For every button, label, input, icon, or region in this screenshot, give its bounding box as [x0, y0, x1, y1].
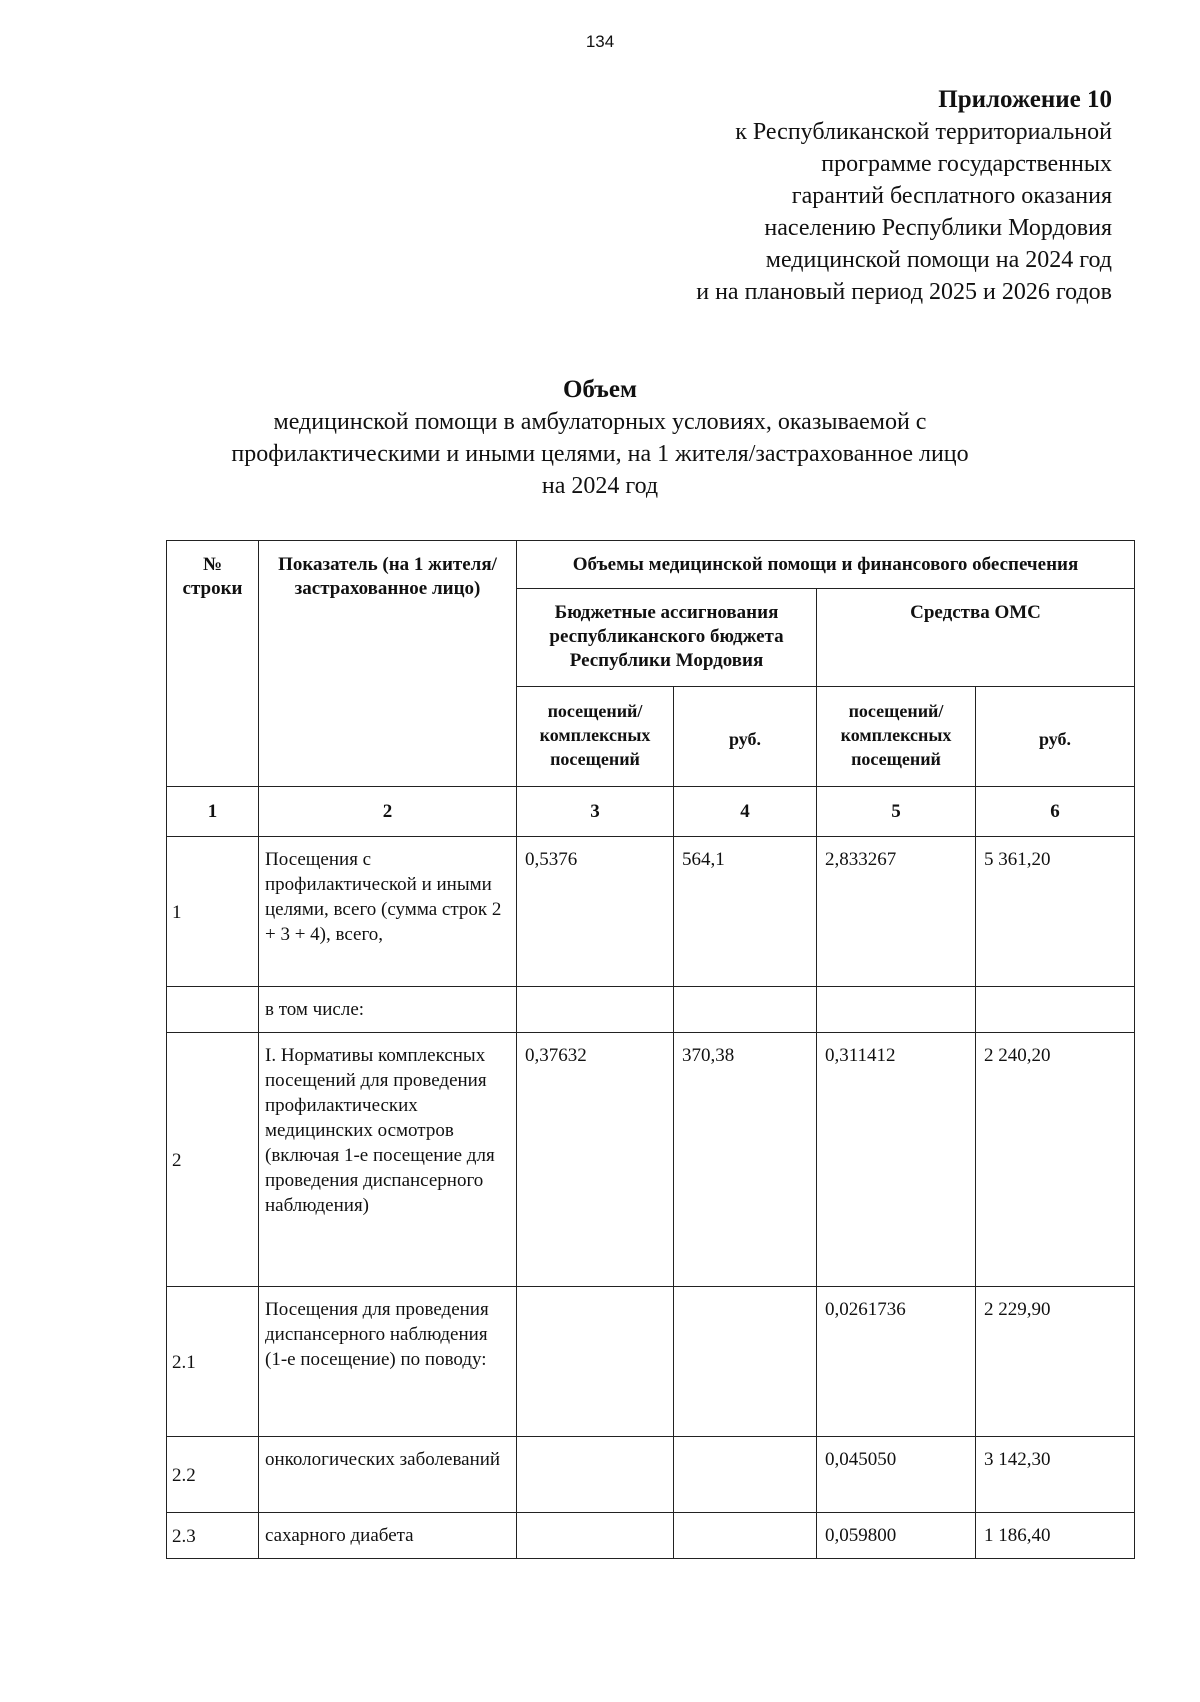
row-indicator: в том числе: — [259, 987, 517, 1033]
appendix-line: гарантий бесплатного оказания — [791, 183, 1112, 209]
appendix-line: и на плановый период 2025 и 2026 годов — [696, 279, 1112, 305]
appendix-line: к Республиканской территориальной — [735, 119, 1112, 145]
table-row — [167, 1437, 1135, 1513]
budget-rub-value: 564,1 — [674, 837, 817, 987]
row-indicator: Посещения для проведения диспансерного наблюдения (1-е посещение) по поводу: — [259, 1287, 517, 1437]
row-indicator: сахарного диабета — [259, 1513, 517, 1559]
row-number: 2.3 — [167, 1513, 259, 1559]
table-row — [167, 987, 1135, 1033]
oms-visits-value: 0,045050 — [817, 1437, 976, 1513]
header-volumes: Объемы медицинской помощи и финансового обеспечения — [517, 541, 1135, 589]
table-row — [167, 1513, 1135, 1559]
oms-rub-value: 2 229,90 — [976, 1287, 1135, 1437]
column-number-row — [167, 787, 1135, 837]
row-indicator: I. Нормативы комплексных посещений для проведения профилактических медицинских осмотров (включая 1-е посещение для проведения диспансерного наблюдения) — [259, 1033, 517, 1287]
oms-visits-value: 0,311412 — [817, 1033, 976, 1287]
row-number: 2.1 — [167, 1287, 259, 1437]
oms-rub-value — [976, 987, 1135, 1033]
budget-visits-value — [517, 1513, 674, 1559]
header-budget-rub: руб. — [674, 687, 817, 787]
header-budget-visits: посещений/ комплексных посещений — [517, 687, 674, 787]
appendix-line: медицинской помощи на 2024 год — [765, 247, 1112, 273]
oms-visits-value: 0,059800 — [817, 1513, 976, 1559]
column-number: 1 — [167, 787, 259, 837]
budget-rub-value — [674, 1437, 817, 1513]
header-row-number: № строки — [167, 541, 259, 787]
row-number: 2.2 — [167, 1437, 259, 1513]
document-heading — [150, 374, 1050, 502]
row-number: 2 — [167, 1033, 259, 1287]
document-title: Объем — [562, 376, 638, 403]
header-oms: Средства ОМС — [817, 589, 1135, 687]
appendix-title: Приложение 10 — [938, 86, 1112, 113]
budget-rub-value — [674, 1287, 817, 1437]
appendix-line: программе государственных — [821, 151, 1112, 177]
appendix-line: населению Республики Мордовия — [764, 215, 1112, 241]
row-number: 1 — [167, 837, 259, 987]
column-number: 3 — [517, 787, 674, 837]
budget-rub-value: 370,38 — [674, 1033, 817, 1287]
budget-visits-value — [517, 987, 674, 1033]
oms-visits-value — [817, 987, 976, 1033]
budget-visits-value: 0,5376 — [517, 837, 674, 987]
column-number: 4 — [674, 787, 817, 837]
budget-visits-value: 0,37632 — [517, 1033, 674, 1287]
budget-visits-value — [517, 1287, 674, 1437]
table-row — [167, 1033, 1135, 1287]
oms-rub-value: 3 142,30 — [976, 1437, 1135, 1513]
budget-rub-value — [674, 1513, 817, 1559]
oms-rub-value: 5 361,20 — [976, 837, 1135, 987]
column-number: 5 — [817, 787, 976, 837]
row-indicator: Посещения с профилактической и иными целями, всего (сумма строк 2 + 3 + 4), всего, — [259, 837, 517, 987]
header-oms-rub: руб. — [976, 687, 1135, 787]
budget-rub-value — [674, 987, 817, 1033]
oms-rub-value: 1 186,40 — [976, 1513, 1135, 1559]
oms-visits-value: 0,0261736 — [817, 1287, 976, 1437]
heading-line: профилактическими и иными целями, на 1 жителя/застрахованное лицо — [231, 441, 969, 467]
volume-table — [166, 540, 1135, 1559]
row-number — [167, 987, 259, 1033]
column-number: 6 — [976, 787, 1135, 837]
row-indicator: онкологических заболеваний — [259, 1437, 517, 1513]
heading-line: медицинской помощи в амбулаторных условиях, оказываемой с — [273, 409, 927, 435]
column-number: 2 — [259, 787, 517, 837]
header-oms-visits: посещений/ комплексных посещений — [817, 687, 976, 787]
oms-visits-value: 2,833267 — [817, 837, 976, 987]
page-number: 134 — [585, 32, 615, 51]
heading-line: на 2024 год — [541, 473, 659, 499]
oms-rub-value: 2 240,20 — [976, 1033, 1135, 1287]
budget-visits-value — [517, 1437, 674, 1513]
header-budget: Бюджетные ассигнования республиканского бюджета Республики Мордовия — [517, 589, 817, 687]
header-indicator: Показатель (на 1 жителя/застрахованное лицо) — [259, 541, 517, 787]
table-row — [167, 1287, 1135, 1437]
table-row — [167, 837, 1135, 987]
appendix-block — [472, 84, 1112, 308]
